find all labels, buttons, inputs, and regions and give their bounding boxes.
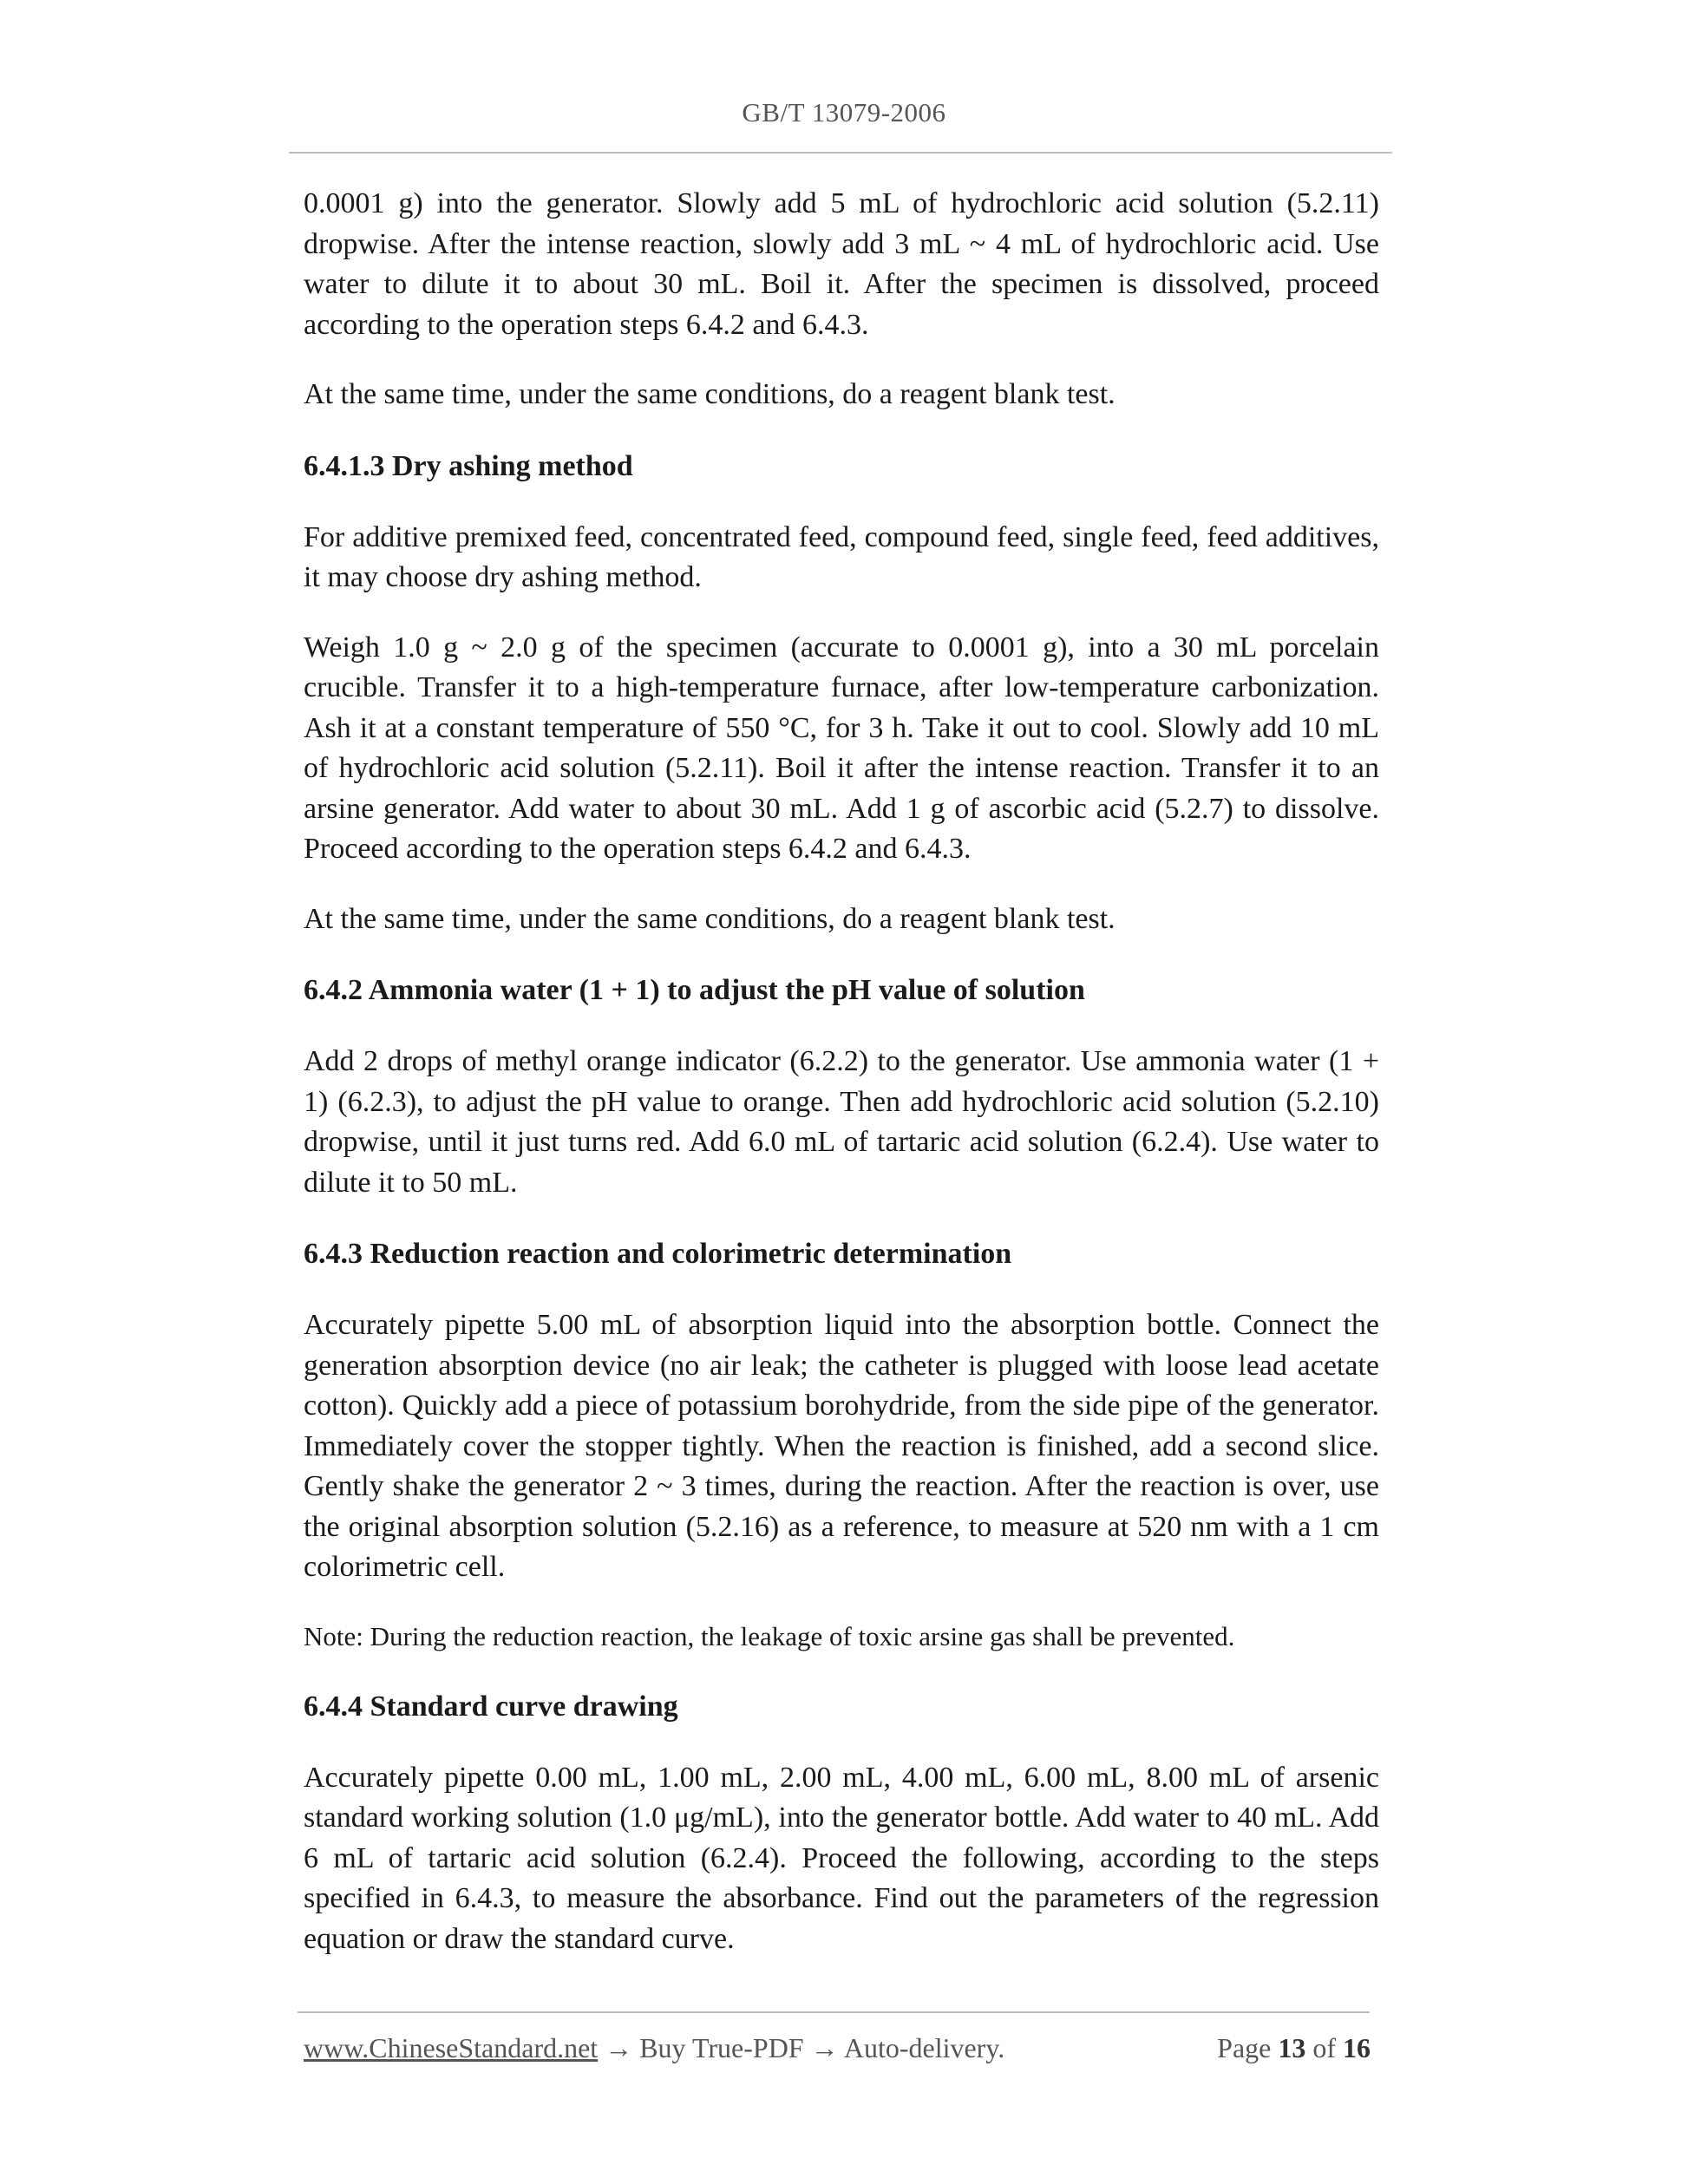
section-heading: 6.4.3 Reduction reaction and colorimetric determination	[304, 1238, 1012, 1270]
paragraph: At the same time, under the same conditions, do a reagent blank test.	[304, 902, 1116, 935]
total-pages: 16	[1343, 2032, 1371, 2063]
footer-website-link[interactable]: www.ChineseStandard.net	[304, 2032, 599, 2063]
footer-divider	[298, 2011, 1370, 2013]
of-label: of	[1312, 2032, 1336, 2063]
paragraph: Accurately pipette 5.00 mL of absorption liquid into the absorption bottle. Connect the generation absorption device (no air leak; the catheter is plugged with loose lead acetate cotton). Quickly add a piece of potassium borohydride, from the side pipe of the generator. Immediately cover the stopper tightly. When the reaction is finished, add a second slice. Gently shake the generator 2 ~ 3 times, during the reaction. After the reaction is over, use the original absorption solution (5.2.16) as a reference, to measure at 520 nm with a 1 cm colorimetric cell.	[304, 1309, 1379, 1583]
paragraph: 0.0001 g) into the generator. Slowly add 5 mL of hydrochloric acid solution (5.2.11) dropwise. After the intense reaction, slowly add 3 mL ~ 4 mL of hydrochloric acid. Use water to dilute it to about 30 mL. Boil it. After the specimen is dissolved, proceed according to the operation steps 6.4.2 and 6.4.3.	[304, 187, 1379, 341]
page-label: Page	[1217, 2032, 1272, 2063]
current-page: 13	[1278, 2032, 1306, 2063]
paragraph: At the same time, under the same conditions, do a reagent blank test.	[304, 378, 1116, 410]
footer-promo	[304, 2032, 1004, 2064]
section-heading: 6.4.1.3 Dry ashing method	[304, 449, 633, 482]
page-number	[1217, 2032, 1371, 2064]
paragraph: Weigh 1.0 g ~ 2.0 g of the specimen (accurate to 0.0001 g), into a 30 mL porcelain crucible. Transfer it to a high-temperature furnace, after low-temperature carbonization. Ash it at a constant temperature of 550 °C, for 3 h. Take it out to cool. Slowly add 10 mL of hydrochloric acid solution (5.2.11). Boil it after the intense reaction. Transfer it to an arsine generator. Add water to about 30 mL. Add 1 g of ascorbic acid (5.2.7) to dissolve. Proceed according to the operation steps 6.4.2 and 6.4.3.	[304, 631, 1379, 865]
section-heading: 6.4.4 Standard curve drawing	[304, 1690, 678, 1723]
header-divider	[289, 152, 1392, 154]
footer-promo-text: → Buy True-PDF → Auto-delivery.	[598, 2032, 1005, 2063]
page-footer	[304, 2032, 1371, 2064]
page-header-title: GB/T 13079-2006	[742, 97, 946, 128]
paragraph: Add 2 drops of methyl orange indicator (6.2.2) to the generator. Use ammonia water (1 + 1) (6.2.3), to adjust the pH value to orange. Then add hydrochloric acid solution (5.2.10) dropwise, until it just turns red. Add 6.0 mL of tartaric acid solution (6.2.4). Use water to dilute it to 50 mL.	[304, 1045, 1379, 1199]
section-heading: 6.4.2 Ammonia water (1 + 1) to adjust the pH value of solution	[304, 974, 1085, 1006]
note: Note: During the reduction reaction, the leakage of toxic arsine gas shall be prevented.	[304, 1620, 1235, 1651]
document-body	[304, 184, 1379, 1959]
paragraph: For additive premixed feed, concentrated feed, compound feed, single feed, feed additives, it may choose dry ashing method.	[304, 520, 1379, 593]
paragraph: Accurately pipette 0.00 mL, 1.00 mL, 2.00 mL, 4.00 mL, 6.00 mL, 8.00 mL of arsenic standard working solution (1.0 μg/mL), into the generator bottle. Add water to 40 mL. Add 6 mL of tartaric acid solution (6.2.4). Proceed the following, according to the steps specified in 6.4.3, to measure the absorbance. Find out the parameters of the regression equation or draw the standard curve.	[304, 1761, 1379, 1955]
